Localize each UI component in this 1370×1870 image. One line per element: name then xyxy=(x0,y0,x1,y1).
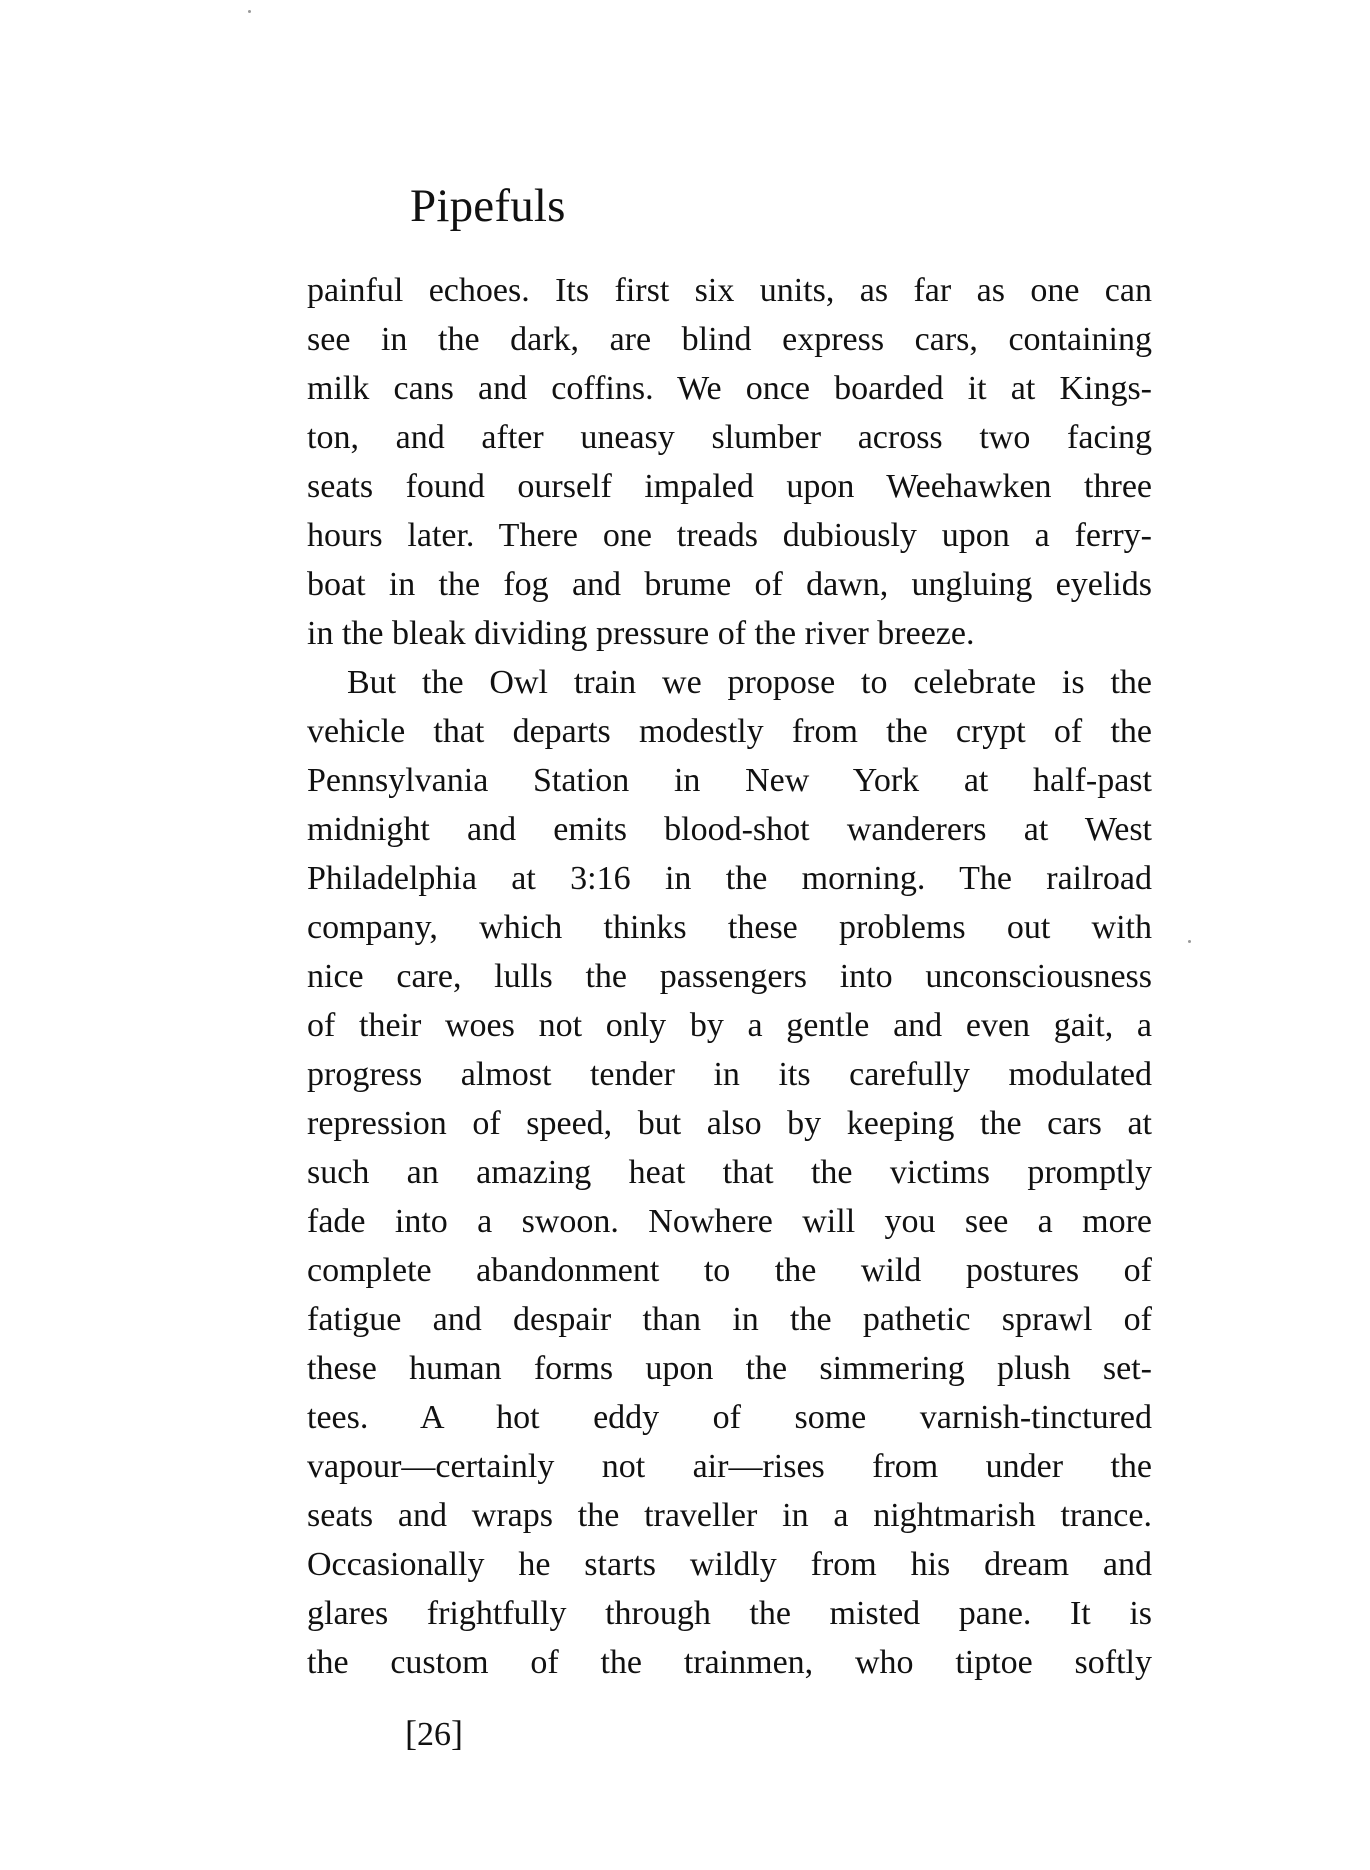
text-line: painful echoes. Its first six units, as far as one can xyxy=(307,272,1152,309)
folio-open-bracket: [ xyxy=(405,1713,417,1753)
text-line: Occasionally he starts wildly from his dream and xyxy=(307,1546,1152,1583)
page-number xyxy=(405,1711,463,1757)
text-line: see in the dark, are blind express cars, containing xyxy=(307,321,1152,358)
text-line: in the bleak dividing pressure of the river breeze. xyxy=(307,615,975,652)
text-line: repression of speed, but also by keeping the cars at xyxy=(307,1105,1152,1142)
text-line: vehicle that departs modestly from the crypt of the xyxy=(307,713,1152,750)
text-line: progress almost tender in its carefully modulated xyxy=(307,1056,1152,1093)
text-line: fade into a swoon. Nowhere will you see a more xyxy=(307,1203,1152,1240)
text-line: tees. A hot eddy of some varnish-tinctured xyxy=(307,1399,1152,1436)
text-line: such an amazing heat that the victims promptly xyxy=(307,1154,1152,1191)
text-line: Pennsylvania Station in New York at half-past xyxy=(307,762,1152,799)
text-line: company, which thinks these problems out with xyxy=(307,909,1152,946)
scan-speck xyxy=(1188,940,1191,943)
folio-close-bracket: ] xyxy=(451,1713,463,1753)
folio-number: 26 xyxy=(417,1716,451,1753)
text-line: the custom of the trainmen, who tiptoe softly xyxy=(307,1644,1152,1681)
text-line: seats and wraps the traveller in a nightmarish trance. xyxy=(307,1497,1152,1534)
body-text xyxy=(307,266,1152,1687)
text-line: of their woes not only by a gentle and even gait, a xyxy=(307,1007,1152,1044)
text-line: milk cans and coffins. We once boarded it at Kings- xyxy=(307,370,1152,407)
text-line: vapour—certainly not air—rises from under the xyxy=(307,1448,1152,1485)
text-line: these human forms upon the simmering plush set- xyxy=(307,1350,1152,1387)
running-head-title: Pipefuls xyxy=(410,180,566,232)
text-line: midnight and emits blood-shot wanderers at West xyxy=(307,811,1152,848)
text-line: nice care, lulls the passengers into unconsciousness xyxy=(307,958,1152,995)
text-line: boat in the fog and brume of dawn, ungluing eyelids xyxy=(307,566,1152,603)
text-line: fatigue and despair than in the pathetic sprawl of xyxy=(307,1301,1152,1338)
text-line: seats found ourself impaled upon Weehawken three xyxy=(307,468,1152,505)
text-line: ton, and after uneasy slumber across two facing xyxy=(307,419,1152,456)
scan-speck xyxy=(248,10,251,13)
text-line: hours later. There one treads dubiously upon a ferry- xyxy=(307,517,1152,554)
text-line: Philadelphia at 3:16 in the morning. The railroad xyxy=(307,860,1152,897)
text-line: complete abandonment to the wild postures of xyxy=(307,1252,1152,1289)
text-line: But the Owl train we propose to celebrate is the xyxy=(347,664,1152,701)
text-line: glares frightfully through the misted pane. It is xyxy=(307,1595,1152,1632)
